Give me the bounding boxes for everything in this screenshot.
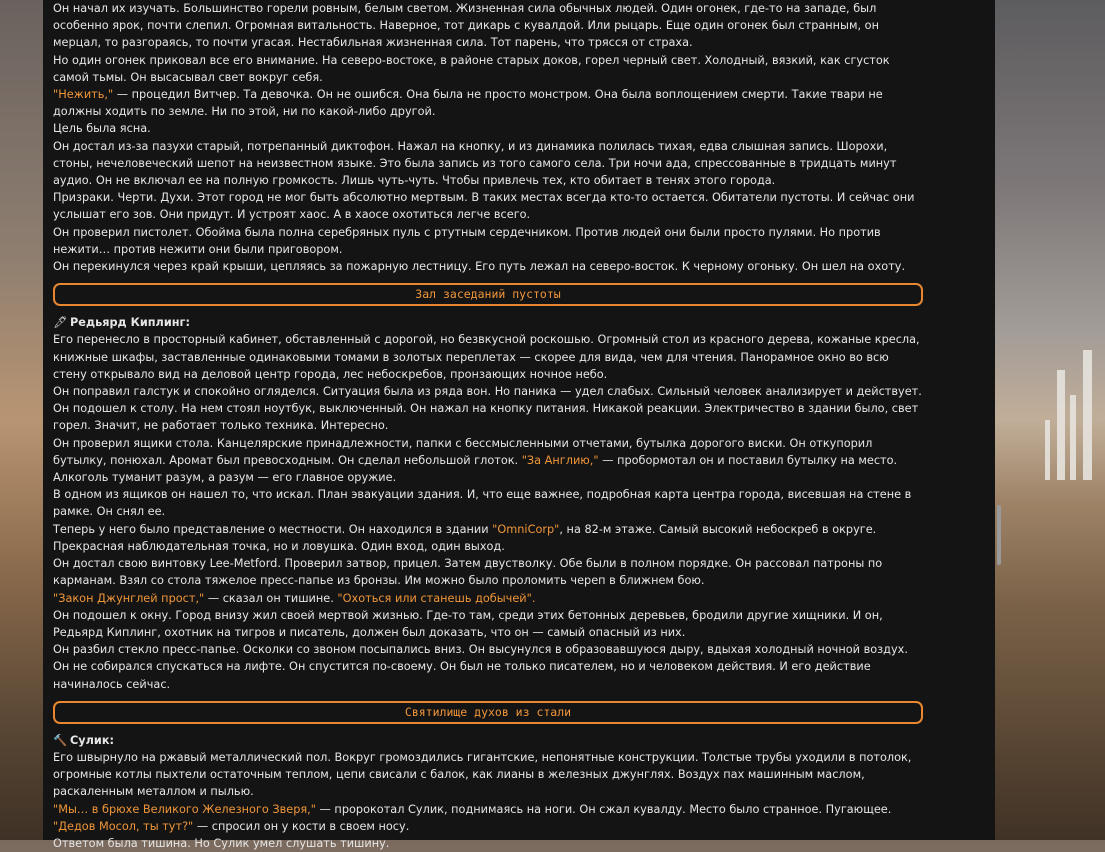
hammer-icon: 🔨 — [53, 733, 68, 747]
story-paragraph — [53, 641, 923, 693]
quoted-speech: "Охоться или станешь добычей". — [337, 591, 536, 605]
paragraph-text: — процедил Витчер. Та девочка. Он не ошибся. Она была не просто монстром. Она была воплощением смерти. Такие твари не должны ходить по земле. Ни по этой, ни по какой-либо другой. — [53, 88, 883, 119]
paragraph-text: , на 82-м этаже. Самый высокий небоскреб в округе. Прекрасная наблюдательная точка, но и ловушка. Один вход, один выход. — [53, 522, 877, 553]
paragraph-text: Он достал свою винтовку Lee-Metford. Проверил затвор, прицел. Затем двустволку. Обе были в полном порядке. Он рассовал патроны по карманам. Взял со стола тяжелое пресс-папье из бронзы. Им можно было проломить череп в ближнем бою. — [53, 557, 883, 588]
quill-icon: 🖋 — [53, 316, 68, 330]
paragraph-text: В одном из ящиков он нашел то, что искал. План эвакуации здания. И, что еще важнее, подробная карта центра города, висевшая на стене в рамке. Он снял ее. — [53, 488, 912, 519]
story-paragraph — [53, 120, 923, 137]
background-tower — [1045, 420, 1050, 480]
story-paragraph — [53, 801, 923, 818]
story-paragraph — [53, 590, 923, 607]
paragraph-text: Он подошел к столу. На нем стоял ноутбук, выключенный. Он нажал на кнопку питания. Никакой реакции. Электричество в здании было, свет горел. Значит, не работает только техника. Интересно. — [53, 402, 919, 433]
story-paragraph — [53, 607, 923, 641]
paragraph-text: Цель была ясна. — [53, 122, 151, 136]
story-paragraph — [53, 52, 923, 86]
story-block-kipling — [53, 331, 923, 692]
story-paragraph — [53, 749, 923, 801]
story-paragraph — [53, 331, 923, 383]
paragraph-text: Он поправил галстук и спокойно огляделся. Ситуация была из ряда вон. Но паника — удел слабых. Сильный человек анализирует и действует. — [53, 385, 922, 399]
paragraph-text: Он начал их изучать. Большинство горели ровным, белым светом. Жизненная сила обычных людей. Один огонек, где-то на западе, был особенно ярок, почти слепил. Огромная витальность. Наверное, тот дикарь с кувалдой. Или рыцарь. Еще один огонек был странным, он мерцал, то разгораясь, то почти угасая. Нестабильная жизненная сила. Тот парень, что трясся от страха. — [53, 2, 879, 50]
story-block-witcher — [53, 0, 923, 275]
scrollbar-track[interactable] — [995, 0, 1003, 840]
paragraph-text: Его перенесло в просторный кабинет, обставленный с дорогой, но безвкусной роскошью. Огромный стол из красного дерева, кожаные кресла, книжные шкафы, заставленные одинаковыми томами в золотых переплетах — скорее для вида, чем для чтения. Панорамное окно во всю стену открывало вид на деловой центр города, лес небоскребов, пронзающих ночное небо. — [53, 333, 920, 381]
background-tower — [1083, 350, 1092, 480]
story-content — [53, 0, 923, 852]
paragraph-text: — пророкотал Сулик, поднимаясь на ноги. Он сжал кувалду. Место было странное. Пугающее. — [315, 802, 892, 816]
paragraph-text: Он перекинулся через край крыши, цепляясь за пожарную лестницу. Его путь лежал на северо-восток. К черному огоньку. Он шел на охоту. — [53, 260, 906, 274]
story-paragraph — [53, 486, 923, 520]
paragraph-text: Он проверил ящики стола. Канцелярские принадлежности, папки с бессмысленными отчетами, бутылка дорогого виски. Он откупорил бутылку, понюхал. Аромат был превосходным. Он сделал небольшой глоток. — [53, 436, 873, 467]
story-paragraph — [53, 189, 923, 223]
background-tower — [1070, 395, 1076, 480]
location-banner: Святилище духов из стали — [53, 701, 923, 724]
paragraph-text: — спросил он у кости в своем носу. — [193, 819, 410, 833]
story-paragraph — [53, 400, 923, 434]
scrollbar-thumb[interactable] — [997, 505, 1001, 565]
quoted-speech: "Закон Джунглей прост," — [53, 591, 205, 605]
background-tower — [1057, 370, 1065, 480]
story-paragraph — [53, 138, 923, 190]
quoted-speech: "Мы… в брюхе Великого Железного Зверя," — [53, 802, 316, 816]
story-paragraph — [53, 521, 923, 555]
paragraph-text: Он проверил пистолет. Обойма была полна серебряных пуль с ртутным сердечником. Против людей они были просто пулями. Но против нежити… против нежити они были приговором. — [53, 225, 881, 256]
quoted-speech: "За Англию," — [521, 453, 599, 467]
story-paragraph — [53, 555, 923, 589]
quoted-speech: "Нежить," — [53, 88, 114, 102]
paragraph-text: — сказал он тишине. — [204, 591, 338, 605]
story-paragraph — [53, 435, 923, 487]
paragraph-text: Но один огонек приковал все его внимание. На северо-востоке, в районе старых доков, горел черный свет. Холодный, вязкий, как сгусток самой тьмы. Он высасывал свет вокруг себя. — [53, 53, 890, 84]
speaker-name: Редьярд Киплинг: — [70, 316, 190, 330]
story-paragraph — [53, 86, 923, 120]
story-paragraph — [53, 258, 923, 275]
paragraph-text: Призраки. Черти. Духи. Этот город не мог быть абсолютно мертвым. В таких местах всегда кто-то остается. Обитатели пустоты. И сейчас они услышат его зов. Они придут. И устроят хаос. А в хаосе охотиться легче всего. — [53, 191, 915, 222]
paragraph-text: — пробормотал он и поставил бутылку на место. Алкоголь туманит разум, а разум — его главное оружие. — [53, 453, 898, 485]
story-paragraph — [53, 383, 923, 400]
paragraph-text: Ответом была тишина. Но Сулик умел слушать тишину. — [53, 836, 390, 850]
quoted-speech: "Дедов Мосол, ты тут?" — [53, 819, 194, 833]
speaker-header — [53, 314, 923, 331]
background-right — [995, 0, 1105, 840]
story-paragraph — [53, 224, 923, 258]
story-block-sulik — [53, 749, 923, 852]
paragraph-text: Он достал из-за пазухи старый, потрепанный диктофон. Нажал на кнопку, и из динамика полилась тихая, едва слышная запись. Шорохи, стоны, нечеловеческий шепот на неизвестном языке. Это была запись из того самого села. Три ночи ада, спрессованные в тридцать минут аудио. Он не включал ее на полную громкость. Лишь чуть-чуть. Чтобы привлечь тех, кто обитает в тенях этого города. — [53, 139, 897, 188]
quoted-speech: "OmniCorp" — [492, 522, 560, 536]
speaker-name: Сулик: — [70, 733, 115, 747]
story-paragraph — [53, 835, 923, 852]
speaker-header — [53, 732, 923, 749]
paragraph-text: Его швырнуло на ржавый металлический пол. Вокруг громоздились гигантские, непонятные конструкции. Толстые трубы уходили в потолок, огромные котлы пыхтели остаточным теплом, цепи свисали с балок, как лианы в железных джунглях. Воздух пах машинным маслом, раскаленным металлом и пылью. — [53, 750, 912, 799]
location-banner: Зал заседаний пустоты — [53, 283, 923, 306]
paragraph-text: Теперь у него было представление о местности. Он находился в здании — [53, 522, 493, 536]
story-paragraph — [53, 818, 923, 835]
paragraph-text: Он разбил стекло пресс-папье. Осколки со звоном посыпались вниз. Он высунулся в образовавшуюся дыру, вдыхая холодный ночной воздух. Он не собирался спускаться на лифте. Он спустится по-своему. Он был не только писателем, но и человеком действия. И его действие начиналось сейчас. — [53, 643, 908, 691]
story-paragraph — [53, 0, 923, 52]
paragraph-text: Он подошел к окну. Город внизу жил своей мертвой жизнью. Где-то там, среди этих бетонных деревьев, бродили другие хищники. И он, Редьярд Киплинг, охотник на тигров и писатель, должен был доказать, что он — самый опасный из них. — [53, 608, 883, 639]
